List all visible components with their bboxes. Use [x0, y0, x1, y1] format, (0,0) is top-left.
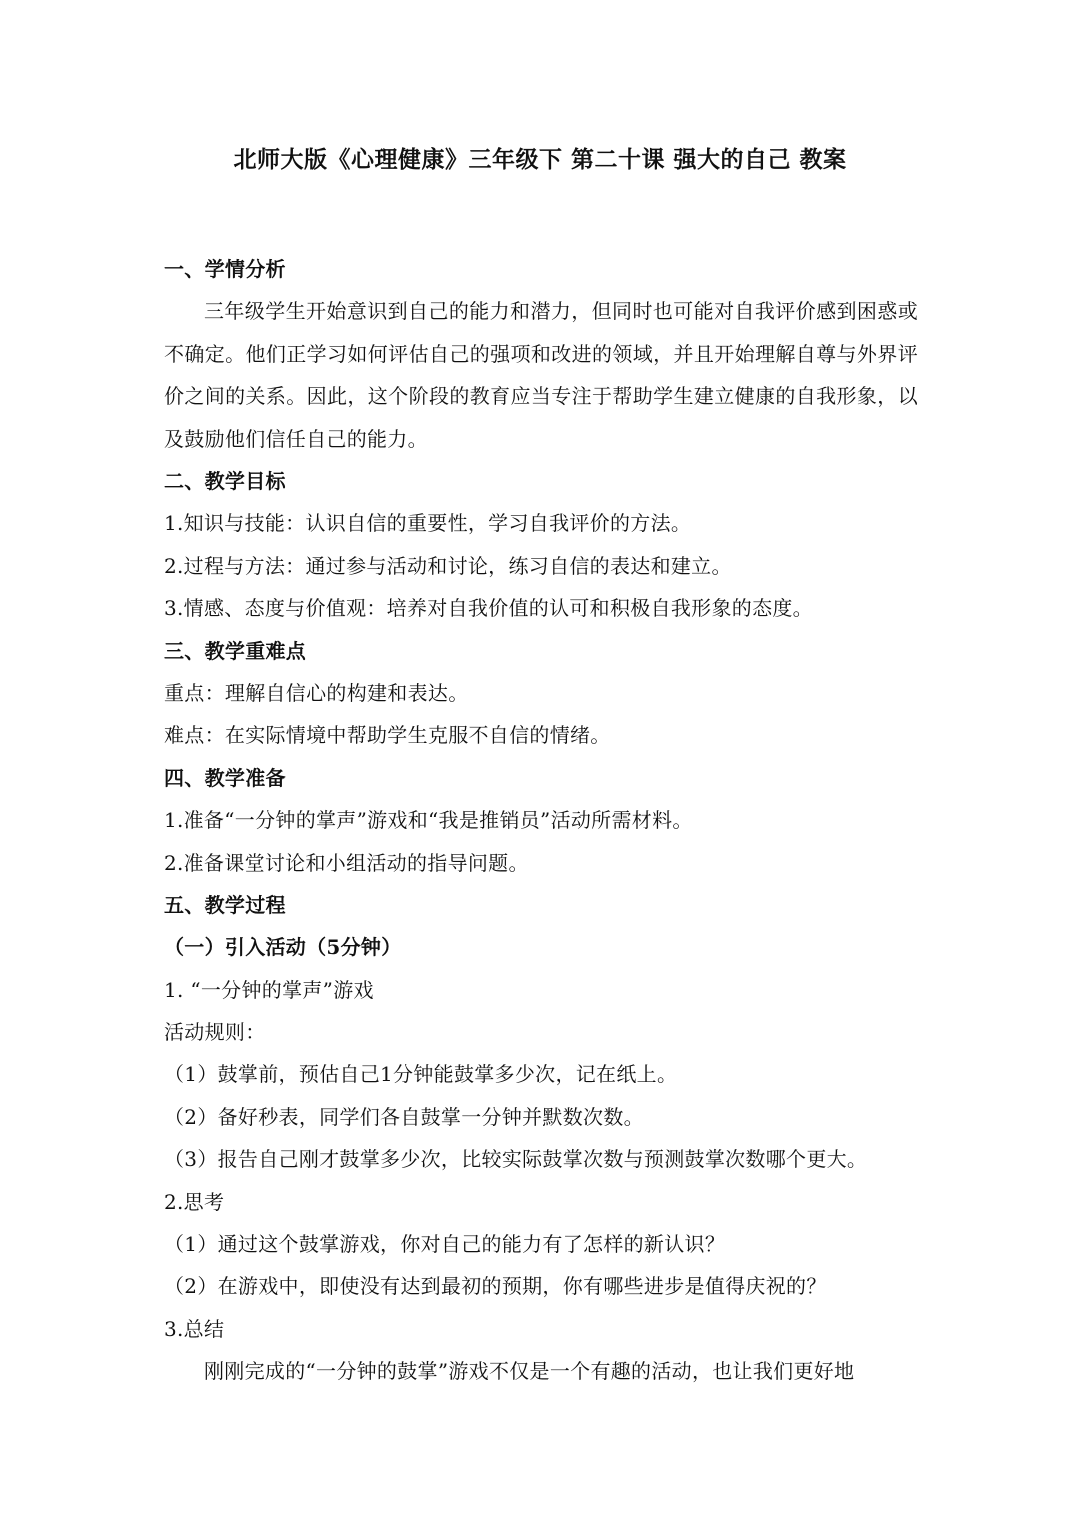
- text-line: 2.准备课堂讨论和小组活动的指导问题。: [164, 850, 529, 875]
- section-heading: （一）引入活动（5分钟）: [164, 935, 402, 960]
- body-paragraph: 刚刚完成的“一分钟的鼓掌”游戏不仅是一个有趣的活动，也让我们更好地: [204, 1359, 855, 1384]
- text-line: 重点：理解自信心的构建和表达。: [164, 680, 469, 705]
- page-title: 北师大版《心理健康》三年级下 第二十课 强大的自己 教案: [233, 146, 847, 173]
- section-heading: 一、学情分析: [164, 257, 286, 281]
- text-line: 1.知识与技能：认识自信的重要性，学习自我评价的方法。: [164, 511, 692, 536]
- section-heading: 二、教学目标: [164, 469, 286, 494]
- body-paragraph: 三年级学生开始意识到自己的能力和潜力，但同时也可能对自我评价感到困惑或不确定。他们正学习如何评估自己的强项和改进的领域，并且开始理解自尊与外界评价之间的关系。因此，这个阶段的教育应当专注于帮助学生建立健康的自我形象，以及鼓励他们信任自己的能力。: [164, 299, 918, 451]
- section-heading: 四、教学准备: [164, 765, 286, 790]
- text-line: 1.准备“一分钟的掌声”游戏和“我是推销员”活动所需材料。: [164, 808, 693, 833]
- text-line: （1）鼓掌前，预估自己1分钟能鼓掌多少次，记在纸上。: [164, 1062, 678, 1087]
- text-line: 3.总结: [164, 1316, 225, 1341]
- text-line: 2.过程与方法：通过参与活动和讨论，练习自信的表达和建立。: [164, 553, 732, 578]
- text-line: 难点：在实际情境中帮助学生克服不自信的情绪。: [164, 723, 611, 748]
- text-line: 3.情感、态度与价值观：培养对自我价值的认可和积极自我形象的态度。: [164, 596, 813, 621]
- text-line: 活动规则：: [164, 1020, 266, 1045]
- document-body: [164, 248, 918, 1393]
- section-heading: 五、教学过程: [164, 892, 286, 917]
- text-line: 1. “一分钟的掌声”游戏: [164, 977, 374, 1002]
- text-line: （2）在游戏中，即使没有达到最初的预期，你有哪些进步是值得庆祝的？: [164, 1274, 827, 1299]
- text-line: （2）备好秒表，同学们各自鼓掌一分钟并默数次数。: [164, 1104, 644, 1129]
- text-line: （1）通过这个鼓掌游戏，你对自己的能力有了怎样的新认识？: [164, 1232, 726, 1257]
- text-line: （3）报告自己刚才鼓掌多少次，比较实际鼓掌次数与预测鼓掌次数哪个更大。: [164, 1147, 868, 1172]
- text-line: 2.思考: [164, 1189, 225, 1214]
- section-heading: 三、教学重难点: [164, 638, 307, 663]
